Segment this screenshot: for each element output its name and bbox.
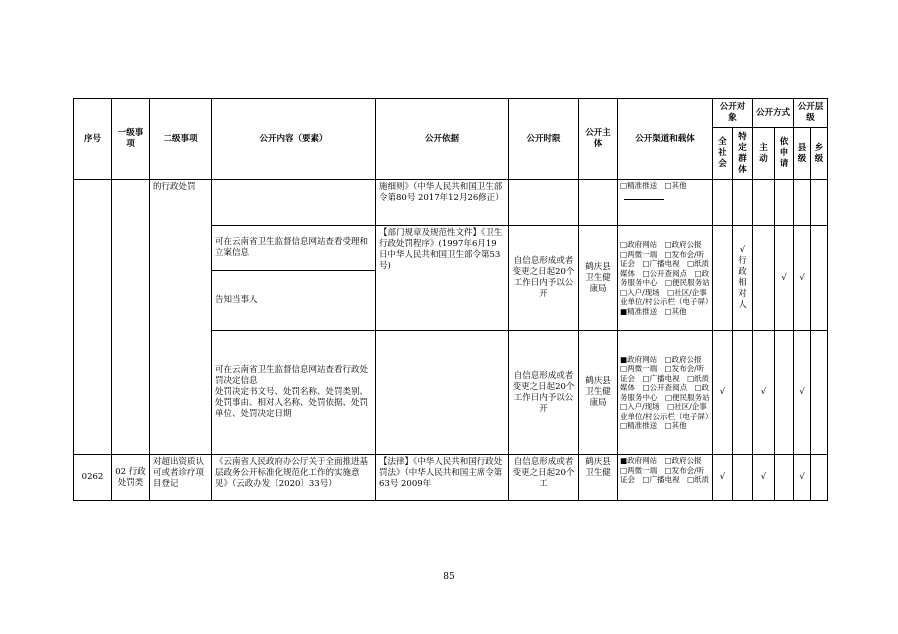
header-basis: 公开依据 (376, 99, 509, 180)
table-row (74, 180, 828, 226)
header-time-limit: 公开时限 (509, 99, 579, 180)
cell-method-active: √ (753, 455, 775, 501)
disclosure-table (73, 98, 828, 501)
cell-level-town (811, 226, 828, 331)
cell-target-all: √ (713, 331, 733, 455)
cell-basis: 【法律】《中华人民共和国行政处罚法》（中华人民共和国主席令第63号 2009年 (376, 455, 509, 501)
cell-level1: 02 行政处罚类 (112, 455, 150, 501)
cell-subject (579, 180, 618, 226)
cell-channel: ■政府网站 □政府公报 □两微一端 □发布会/听证会 □广播电视 □纸质媒体 □公开查阅点 □政务服务中心 □便民服务站 □入户/现场 □社区/企事业单位/村公示栏（电子屏）□精准推送 □其他 (618, 331, 713, 455)
cell-content: 《云南省人民政府办公厅关于全面推进基层政务公开标准化规范化工作的实施意见》（云政办发〔2020〕33号） (212, 455, 376, 501)
cell-level1 (112, 180, 150, 455)
cell-target-all: √ (713, 455, 733, 501)
cell-level-county: √ (794, 331, 811, 455)
table-row (74, 455, 828, 501)
header-row-1 (74, 99, 828, 128)
cell-level-town (811, 455, 828, 501)
header-method-group: 公开方式 (753, 99, 794, 128)
header-channel: 公开渠道和载体 (618, 99, 713, 180)
separator-line (624, 191, 664, 200)
cell-method-active (753, 226, 775, 331)
cell-level2: 对超出资质认可或者诊疗项目登记 (150, 455, 212, 501)
cell-method-request (775, 331, 794, 455)
page-number: 85 (443, 572, 455, 582)
cell-method-active (753, 180, 775, 226)
cell-time-limit: 自信息形成或者变更之日起20个工 (509, 455, 579, 501)
header-method-request: 依申请 (775, 128, 794, 180)
cell-level-town (811, 331, 828, 455)
cell-seq: 0262 (74, 455, 112, 501)
cell-time-limit (509, 180, 579, 226)
channel-top-text: □精准推送 □其他 (620, 181, 687, 190)
header-content: 公开内容（要素） (212, 99, 376, 180)
cell-time-limit: 自信息形成或者变更之日起20个工作日内予以公开 (509, 226, 579, 331)
cell-method-request (775, 180, 794, 226)
cell-target-specific: √行政相对人 (733, 226, 753, 331)
cell-subject: 鹤庆县卫生健 (579, 455, 618, 501)
cell-content (212, 180, 376, 226)
cell-channel-top (618, 180, 713, 226)
cell-subject: 鹤庆县卫生健康局 (579, 226, 618, 331)
cell-basis-top: 施细则》（中华人民共和国卫生部令第80号 2017年12月26修正） (376, 180, 509, 226)
cell-method-request (775, 455, 794, 501)
cell-channel: □政府网站 □政府公报 □两微一端 □发布会/听证会 □广播电视 □纸质媒体 □公开查阅点 □政务服务中心 □便民服务站 □入户/现场 □社区/企事业单位/村公示栏（电子屏）■精准推送 □其他 (618, 226, 713, 331)
cell-method-request: √ (775, 226, 794, 331)
cell-channel: ■政府网站 □政府公报 □两微一端 □发布会/听证会 □广播电视 □纸质 (618, 455, 713, 501)
cell-time-limit: 自信息形成或者变更之日起20个工作日内予以公开 (509, 331, 579, 455)
header-level-county: 县级 (794, 128, 811, 180)
cell-content: 告知当事人 (212, 271, 376, 331)
header-subject: 公开主体 (579, 99, 618, 180)
cell-content: 可在云南省卫生监督信息网站查看行政处罚决定信息 处罚决定书文号、处罚名称、处罚类别、处罚事由、相对人名称、处罚依据、处罚单位、处罚决定日期 (212, 331, 376, 455)
cell-subject: 鹤庆县卫生健康局 (579, 331, 618, 455)
header-method-active: 主动 (753, 128, 775, 180)
cell-basis: 【部门规章及规范性文件】《卫生行政处罚程序》(1997年6月19日中华人民共和国卫生部令第53号) (376, 226, 509, 331)
cell-level-town (811, 180, 828, 226)
header-target-specific: 特定群体 (733, 128, 753, 180)
header-level-town: 乡级 (811, 128, 828, 180)
cell-level-county: √ (794, 226, 811, 331)
header-target-all: 全社会 (713, 128, 733, 180)
cell-seq (74, 180, 112, 455)
header-seq: 序号 (74, 99, 112, 180)
header-level1: 一级事项 (112, 99, 150, 180)
header-level-group: 公开层级 (794, 99, 828, 128)
cell-target-specific (733, 331, 753, 455)
cell-method-active: √ (753, 331, 775, 455)
cell-content: 可在云南省卫生监督信息网站查看受理和立案信息 (212, 226, 376, 271)
header-level2: 二级事项 (150, 99, 212, 180)
cell-target-all (713, 180, 733, 226)
cell-level-county: √ (794, 455, 811, 501)
cell-target-specific (733, 455, 753, 501)
cell-basis (376, 331, 509, 455)
header-target-group: 公开对象 (713, 99, 753, 128)
cell-target-specific (733, 180, 753, 226)
cell-level-county (794, 180, 811, 226)
cell-level2: 的行政处罚 (150, 180, 212, 455)
